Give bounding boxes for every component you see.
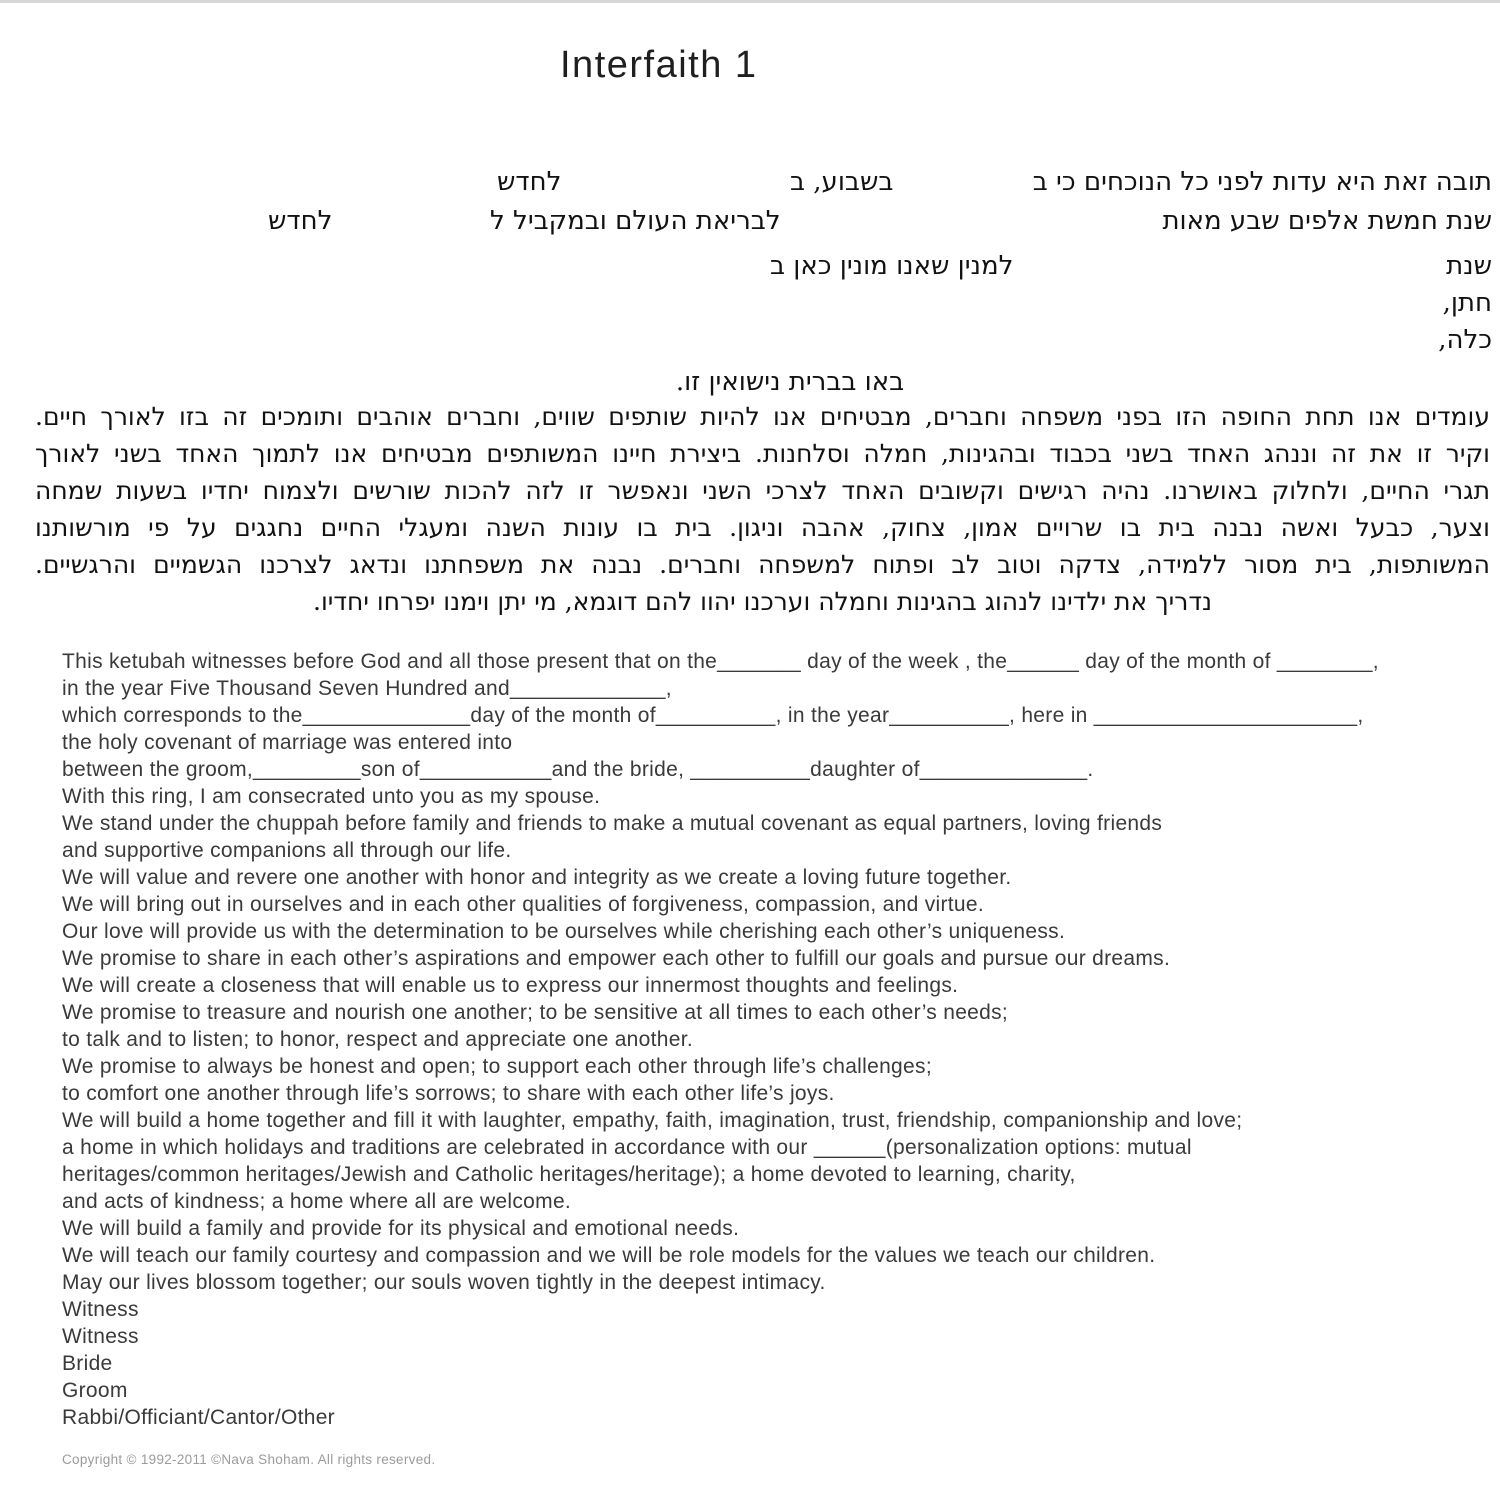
- heb-week-clause: בשבוע, ב: [790, 167, 894, 197]
- heb-month-label-1: לחדש: [497, 167, 562, 197]
- english-text-line: heritages/common heritages/Jewish and Catholic heritages/heritage); a home devoted to learning, charity,: [62, 1163, 1076, 1186]
- scan-edge-artifact: [0, 0, 1500, 3]
- copyright-notice: Copyright © 1992-2011 ©Nava Shoham. All rights reserved.: [62, 1452, 436, 1467]
- english-text-line: This ketubah witnesses before God and all those present that on the_______ day of the week , the______ day of the month of ________,: [62, 650, 1379, 673]
- heb-creation-clause: לבריאת העולם ובמקביל ל: [490, 206, 781, 236]
- heb-year-clause: שנת חמשת אלפים שבע מאות: [1162, 206, 1492, 236]
- english-text-line: between the groom,_________son of___________and the bride, __________daughter of______________.: [62, 758, 1094, 781]
- english-text-block: [62, 648, 1472, 1431]
- english-text-line: We will value and revere one another with honor and integrity as we create a loving future together.: [62, 866, 1012, 889]
- english-text-line: We will build a home together and fill it with laughter, empathy, faith, imagination, trust, friendship, companionship and love;: [62, 1109, 1243, 1132]
- english-text-line: We promise to always be honest and open; to support each other through life’s challenges;: [62, 1055, 932, 1078]
- heb-month-label-2: לחדש: [268, 206, 333, 236]
- heb-witness-clause: תובה זאת היא עדות לפני כל הנוכחים כי ב: [1032, 167, 1492, 197]
- hebrew-vows-line: המשותפות, בית מסור ללמידה, צדקה וטוב לב ופתוח למשפחה וחברים. נבנה את משפחתנו ונדאג לצרכנו הגשמיים והרגשיים.: [35, 550, 1490, 579]
- english-text-line: With this ring, I am consecrated unto you as my spouse.: [62, 785, 601, 808]
- signature-label: Bride: [62, 1352, 113, 1375]
- page-title: Interfaith 1: [560, 44, 758, 86]
- heb-bride-label: כלה,: [1438, 325, 1492, 355]
- english-text-line: and acts of kindness; a home where all are welcome.: [62, 1190, 572, 1213]
- english-text-line: We will teach our family courtesy and compassion and we will be role models for the values we teach our children.: [62, 1244, 1156, 1267]
- hebrew-vows-line: נדריך את ילדינו לנהוג בהגינות וחמלה וערכנו יהוו להם דוגמא, מי יתן וימנו יפרחו יחדיו.: [313, 587, 1212, 616]
- english-text-line: We stand under the chuppah before family and friends to make a mutual covenant as equal partners, loving friends: [62, 812, 1163, 835]
- english-text-line: to comfort one another through life’s sorrows; to share with each other life’s joys.: [62, 1082, 835, 1105]
- hebrew-vows-line: וצער, כבעל ואשה נבנה בית בו שרויים אמון, צחוק, אהבה וניגון. בית בו עונות השנה ומעגלי החיים נחגגים על פי מורשותנו: [35, 513, 1490, 542]
- english-text-line: We will create a closeness that will enable us to express our innermost thoughts and feelings.: [62, 974, 959, 997]
- signature-label: Rabbi/Officiant/Cantor/Other: [62, 1406, 335, 1429]
- english-text-line: to talk and to listen; to honor, respect and appreciate one another.: [62, 1028, 693, 1051]
- signature-block: [62, 1296, 1472, 1431]
- hebrew-vows-line: וקיר זו את זה וננהג האחד בשני בכבוד ובהגינות, חמלה וסלחנות. ביצירת חיינו המשותפים מבטיחים אנו לתמוך האחד בשני לאורך: [35, 439, 1490, 468]
- signature-label: Witness: [62, 1298, 139, 1321]
- heb-count-clause: למנין שאנו מונין כאן ב: [770, 251, 1014, 281]
- heb-year-label: שנת: [1446, 251, 1492, 281]
- hebrew-vows-paragraph: [35, 398, 1490, 620]
- hebrew-vows-line: תגרי החיים, ולחלוק באושרנו. נהיה רגישים וקשובים האחד לצרכי השני ונאפשר זו לזה להכות שורשים ולצמוח יחדיו בשעות שמחה: [35, 476, 1490, 505]
- signature-label: Witness: [62, 1325, 139, 1348]
- english-text-line: Our love will provide us with the determination to be ourselves while cherishing each other’s uniqueness.: [62, 920, 1066, 943]
- signature-label: Groom: [62, 1379, 128, 1402]
- english-text-line: which corresponds to the______________day of the month of__________, in the year__________, here in ______________________,: [62, 704, 1364, 727]
- english-lines: [62, 648, 1472, 1296]
- english-text-line: We promise to share in each other’s aspirations and empower each other to fulfill our goals and pursue our dreams.: [62, 947, 1171, 970]
- english-text-line: and supportive companions all through our life.: [62, 839, 512, 862]
- heb-groom-label: חתן,: [1442, 288, 1492, 318]
- heb-covenant-line: באו בברית נישואין זו.: [675, 367, 905, 397]
- hebrew-vows-line: עומדים אנו תחת החופה הזו בפני משפחה וחברים, מבטיחים אנו להיות שותפים שווים, וחברים אוהבים ותומכים זה בזו לאורך חיים.: [35, 402, 1490, 431]
- english-text-line: May our lives blossom together; our souls woven tightly in the deepest intimacy.: [62, 1271, 826, 1294]
- english-text-line: the holy covenant of marriage was entered into: [62, 731, 513, 754]
- english-text-line: in the year Five Thousand Seven Hundred and_____________,: [62, 677, 672, 700]
- english-text-line: We will bring out in ourselves and in each other qualities of forgiveness, compassion, and virtue.: [62, 893, 984, 916]
- english-text-line: We promise to treasure and nourish one another; to be sensitive at all times to each other’s needs;: [62, 1001, 1009, 1024]
- english-text-line: a home in which holidays and traditions are celebrated in accordance with our ______(personalization options: mutual: [62, 1136, 1192, 1159]
- english-text-line: We will build a family and provide for its physical and emotional needs.: [62, 1217, 740, 1240]
